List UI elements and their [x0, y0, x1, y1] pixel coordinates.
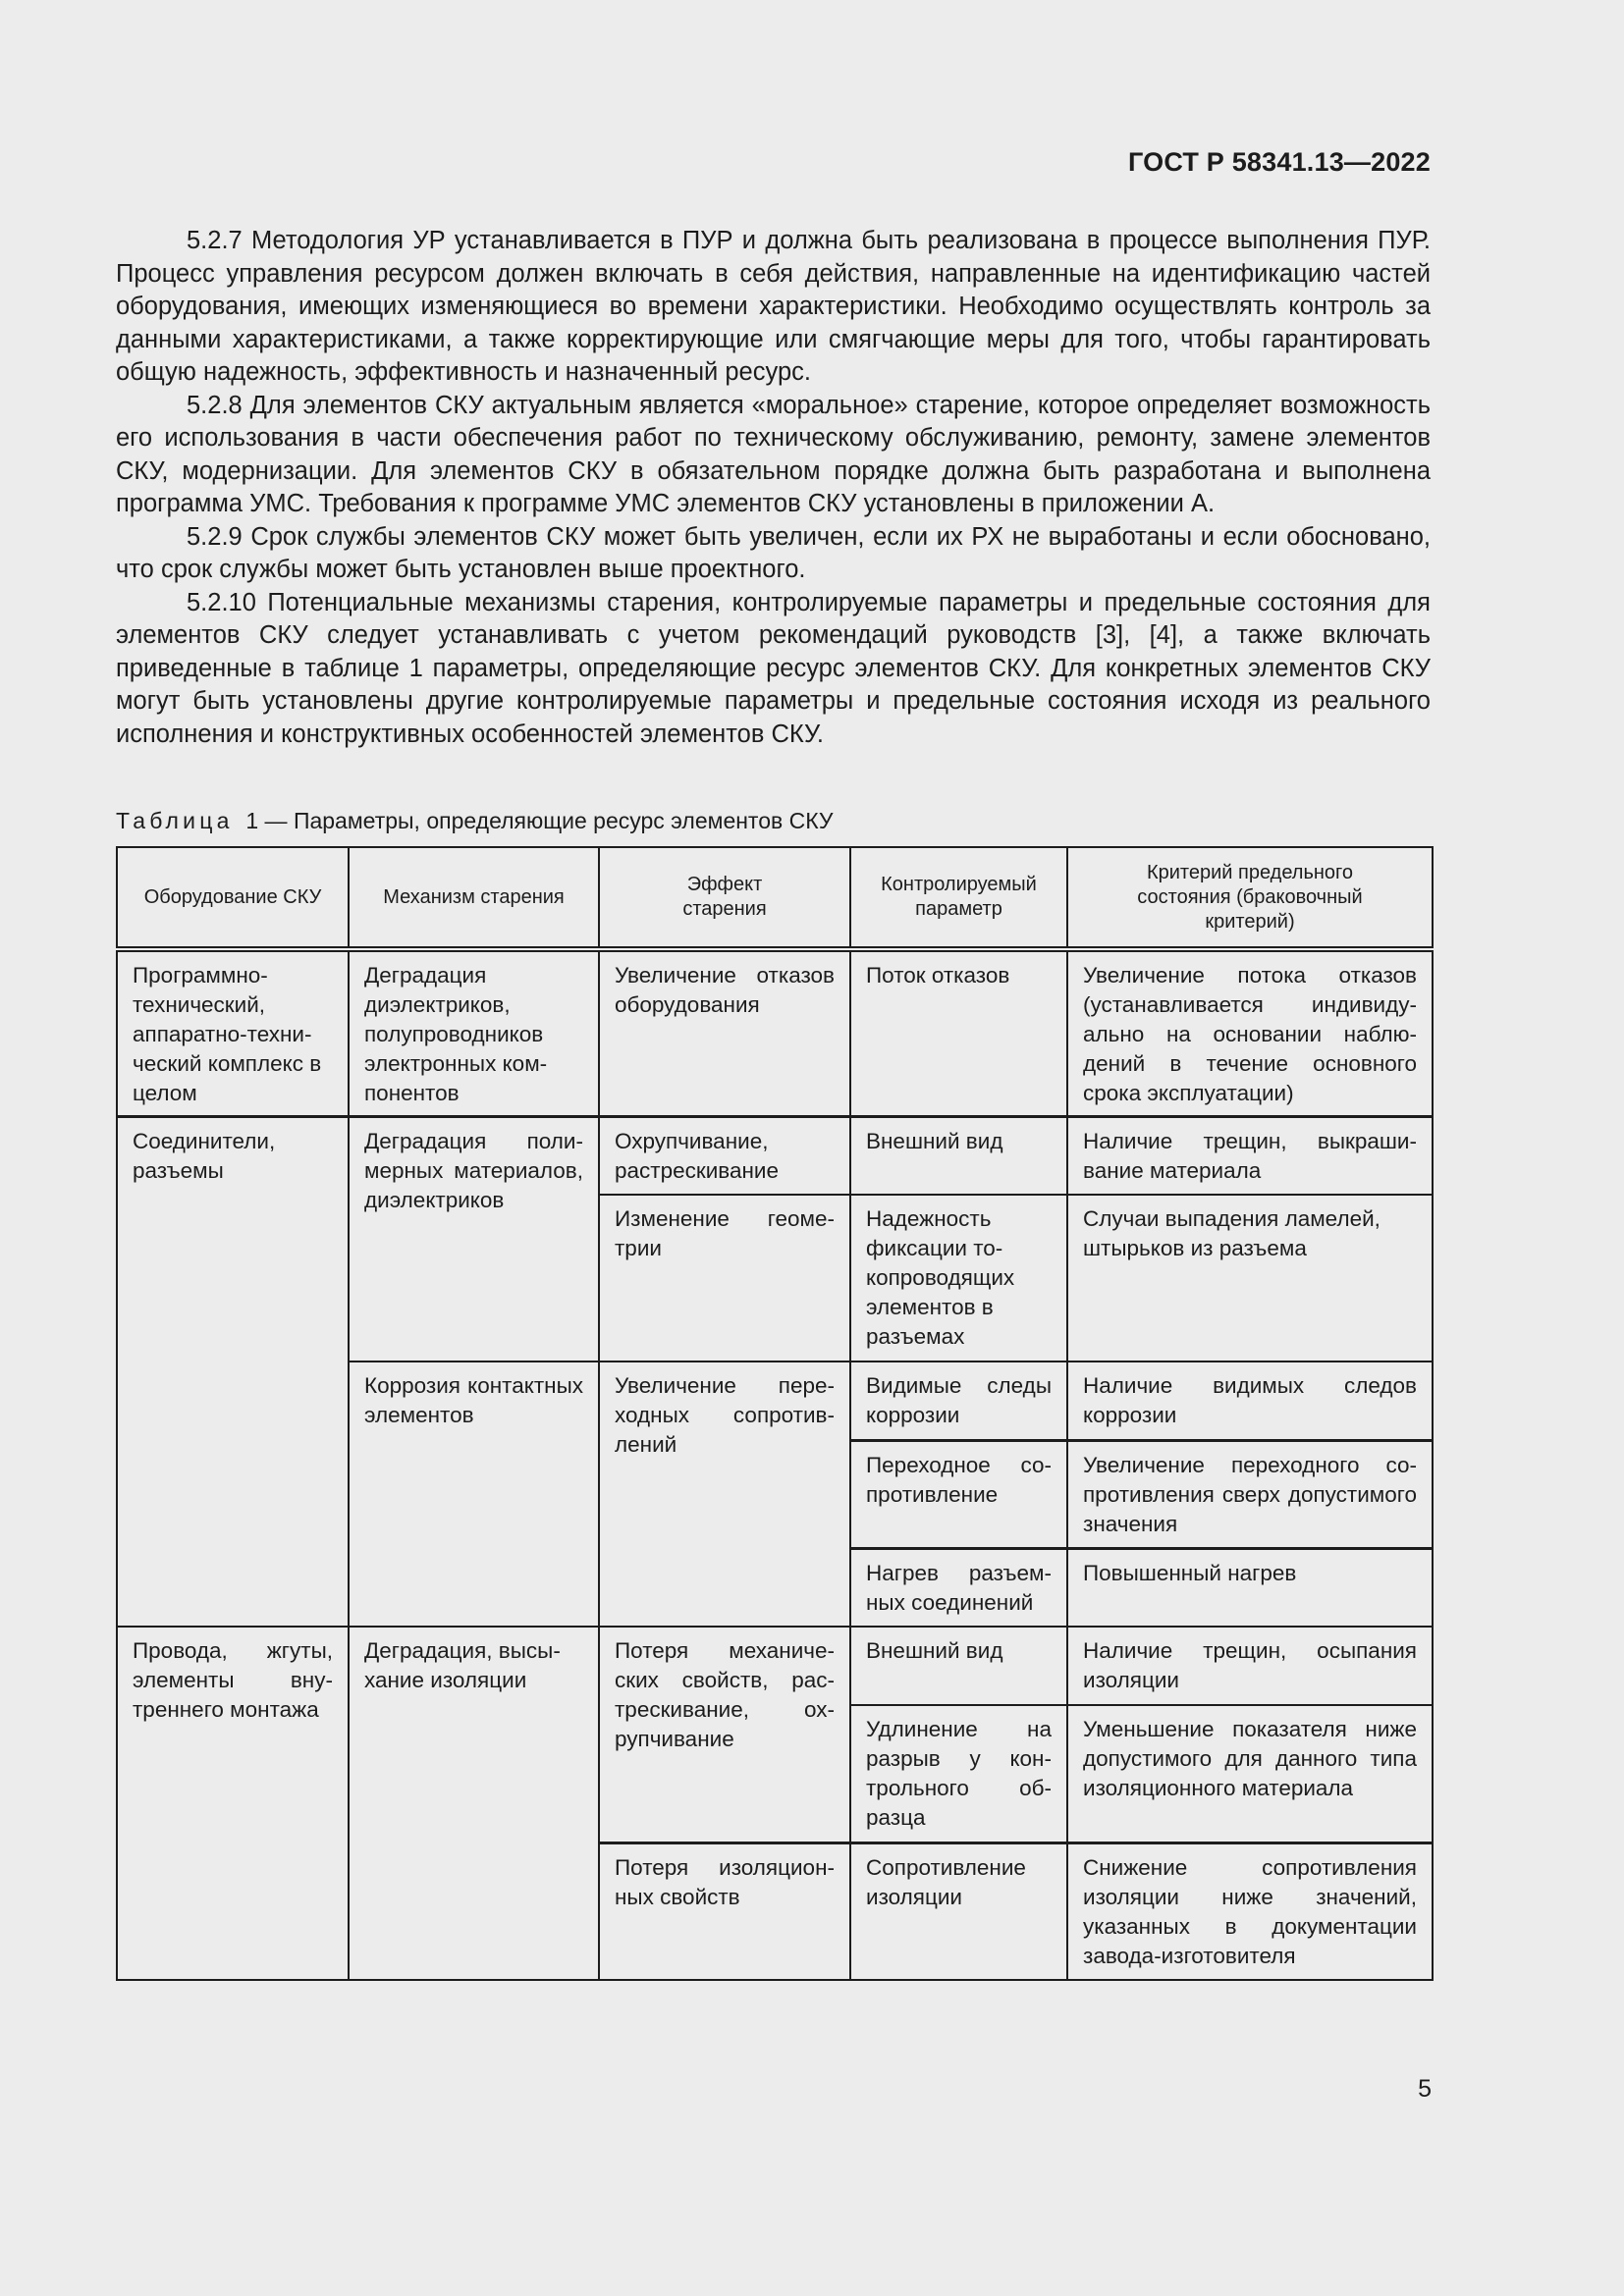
- table-row: [117, 1627, 1433, 1705]
- table-caption: [116, 807, 834, 834]
- table-cell: Наличие видимых следов коррозии: [1067, 1362, 1433, 1440]
- table-cell: Провода, жгуты, элементы внутреннего монтажа: [117, 1627, 349, 1980]
- table-cell: Наличие трещин, выкрашивание материала: [1067, 1116, 1433, 1195]
- table-cell: Увеличение потока отказов (устанавливается индивидуально на основании наблюдений в течение основного срока эксплуатации): [1067, 949, 1433, 1116]
- table-cell: Повышенный нагрев: [1067, 1548, 1433, 1627]
- paragraph-5-2-10: 5.2.10 Потенциальные механизмы старения, контролируемые параметры и предельные состояния для элементов СКУ следует устанавливать с учетом рекомендаций руководств [3], [4], а также включать приведенные в таблице 1 параметры, определяющие ресурс элементов СКУ. Для конкретных элементов СКУ могут быть установлены другие контролируемые параметры и предельные состояния исходя из реального исполнения и конструктивных особенностей элементов СКУ.: [116, 588, 1431, 748]
- table-cell: Программно-технический, аппаратно-технический комплекс в целом: [117, 949, 349, 1116]
- table-cell: Видимые следы коррозии: [850, 1362, 1067, 1440]
- table-cell: Потеря изоляционных свойств: [599, 1842, 850, 1980]
- paragraph-5-2-7: 5.2.7 Методология УР устанавливается в ПУР и должна быть реализована в процессе выполнения ПУР. Процесс управления ресурсом должен включать в себя действия, направленные на идентификацию частей оборудования, имеющих изменяющиеся во времени характеристики. Необходимо осуществлять контроль за данными характеристиками, а также корректирующие или смягчающие меры для того, чтобы гарантировать общую надежность, эффективность и назначенный ресурс.: [116, 227, 1431, 386]
- table-cell: Увеличение переходного сопротивления сверх допустимого значения: [1067, 1440, 1433, 1548]
- table-cell: Деградация полимерных материалов, диэлектриков: [349, 1116, 599, 1362]
- table-cell: Уменьшение показателя ниже допустимого для данного типа изоляционного материала: [1067, 1705, 1433, 1842]
- paragraph-5-2-8: 5.2.8 Для элементов СКУ актуальным является «моральное» старение, которое определяет возможность его использования в части обеспечения работ по техническому обслуживанию, ремонту, замене элементов СКУ, модернизации. Для элементов СКУ в обязательном порядке должна быть разработана и выполнена программа УМС. Требования к программе УМС элементов СКУ установлены в приложении А.: [116, 391, 1431, 517]
- column-header-equipment: Оборудование СКУ: [117, 847, 349, 949]
- table-cell: Поток отказов: [850, 949, 1067, 1116]
- column-header-effect: Эффект старения: [599, 847, 850, 949]
- table-cell: Переходное сопротивление: [850, 1440, 1067, 1548]
- table-cell: Деградация диэлектриков, полупроводников электронных компонентов: [349, 949, 599, 1116]
- table-cell: Наличие трещин, осыпания изоляции: [1067, 1627, 1433, 1705]
- table-row: [117, 1116, 1433, 1195]
- table-row: [117, 949, 1433, 1116]
- table-cell: Внешний вид: [850, 1627, 1067, 1705]
- table-cell: Увеличение переходных сопротивлений: [599, 1362, 850, 1627]
- table-caption-label: Таблица: [116, 808, 234, 833]
- table-caption-title: 1 — Параметры, определяющие ресурс элементов СКУ: [245, 808, 834, 833]
- table-cell: Коррозия контактных элементов: [349, 1362, 599, 1627]
- column-header-criterion: Критерий предельного состояния (браковочный критерий): [1067, 847, 1433, 949]
- table-cell: Увеличение отказов оборудования: [599, 949, 850, 1116]
- table-cell: Удлинение на разрыв у контрольного образца: [850, 1705, 1067, 1842]
- table-cell: Снижение сопротивления изоляции ниже значений, указанных в документации завода-изготовителя: [1067, 1842, 1433, 1980]
- paragraph-5-2-9: 5.2.9 Срок службы элементов СКУ может быть увеличен, если их РХ не выработаны и если обосновано, что срок службы может быть установлен выше проектного.: [116, 522, 1431, 583]
- table-cell: Деградация, высыхание изоляции: [349, 1627, 599, 1980]
- table-header-row: [117, 847, 1433, 949]
- body-text: [116, 225, 1431, 751]
- page-number: 5: [1418, 2075, 1432, 2103]
- table-cell: Сопротивление изоляции: [850, 1842, 1067, 1980]
- aging-parameters-table: [116, 846, 1434, 1981]
- table-cell: Охрупчивание, растрескивание: [599, 1116, 850, 1195]
- document-header: ГОСТ Р 58341.13—2022: [1128, 147, 1431, 177]
- table-cell: Случаи выпадения ламелей, штырьков из разъема: [1067, 1195, 1433, 1362]
- table-cell: Надежность фиксации токопроводящих элементов в разъемах: [850, 1195, 1067, 1362]
- table-cell: Потеря механических свойств, растрескивание, охрупчивание: [599, 1627, 850, 1842]
- column-header-mechanism: Механизм старения: [349, 847, 599, 949]
- table-cell: Внешний вид: [850, 1116, 1067, 1195]
- column-header-parameter: Контролируемый параметр: [850, 847, 1067, 949]
- table-cell: Соединители, разъемы: [117, 1116, 349, 1627]
- table-cell: Нагрев разъемных соединений: [850, 1548, 1067, 1627]
- table-cell: Изменение геометрии: [599, 1195, 850, 1362]
